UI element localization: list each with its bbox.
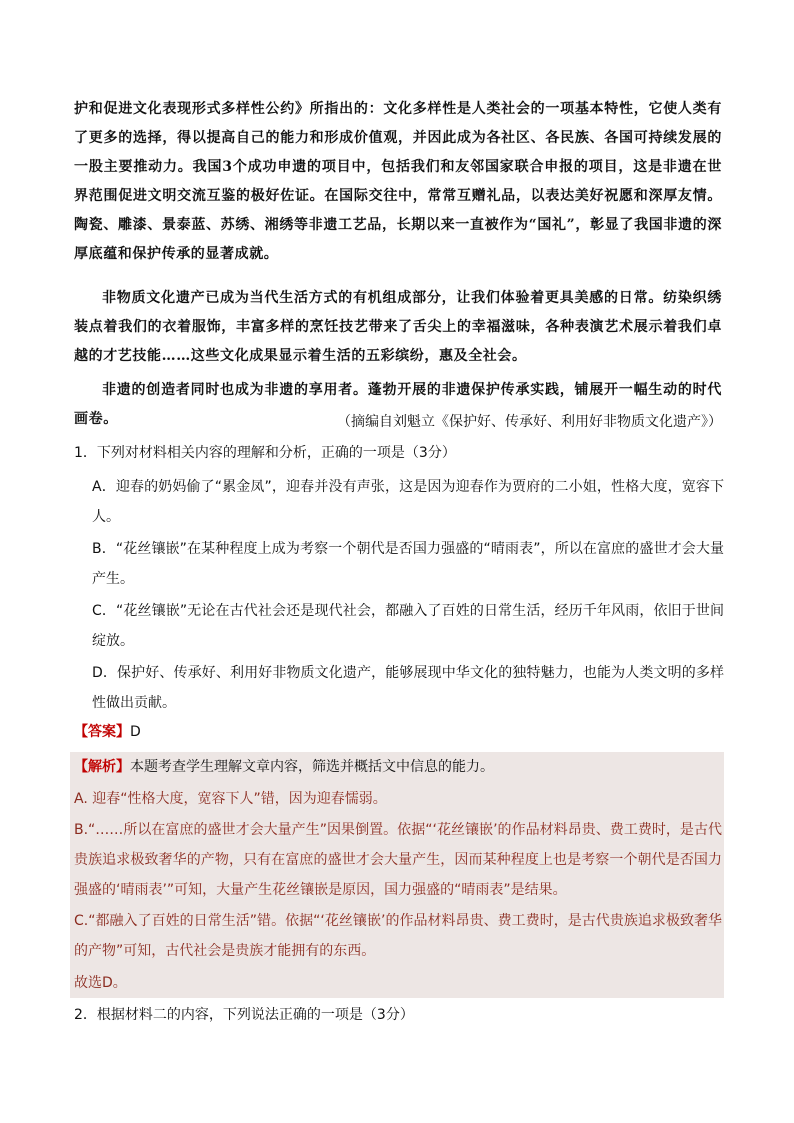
analysis-conclusion: 故选D。 xyxy=(74,975,127,991)
answer-value: D xyxy=(130,724,141,740)
analysis-option-c: C.“都融入了百姓的日常生活”错。依据“‘花丝镶嵌’的作品材料昂贵、费工费时，是古代贵族追求极致奢华的产物”可知，古代社会是贵族才能拥有的东西。 xyxy=(74,913,722,959)
analysis-option-b: B.“……所以在富庶的盛世才会大量产生”因果倒置。依据“‘花丝镶嵌’的作品材料昂贵、费工费时，是古代贵族追求极致奢华的产物，只有在富庶的盛世才会大量产生，因而某种程度上也是考察一个朝代是否国力强盛的‘晴雨表’”可知，大量产生花丝镶嵌是原因，国力强盛的“晴雨表”是结果。 xyxy=(74,822,722,898)
passage-paragraph-1: 护和促进文化表现形式多样性公约》所指出的：文化多样性是人类社会的一项基本特性，它使人类有了更多的选择，得以提高自己的能力和形成价值观，并因此成为各社区、各民族、各国可持续发展的一股主要推动力。我国3个成功申遗的项目中，包括我们和友邻国家联合申报的项目，这是非遗在世界范围促进文明交流互鉴的极好佐证。在国际交往中，常常互赠礼品，以表达美好祝愿和深厚友情。陶瓷、雕漆、景泰蓝、苏绣、湘绣等非遗工艺品，长期以来一直被作为“国礼”，彰显了我国非遗的深厚底蕴和保护传承的显著成就。 xyxy=(74,101,722,262)
question-1-option-c: C．“花丝镶嵌”无论在古代社会还是现代社会，都融入了百姓的日常生活，经历千年风雨，依旧于世间绽放。 xyxy=(92,603,724,649)
question-2-stem: 2．根据材料二的内容，下列说法正确的一项是（3分） xyxy=(74,1007,414,1023)
analysis-intro: 本题考查学生理解文章内容，筛选并概括文中信息的能力。 xyxy=(130,759,494,775)
passage-paragraph-2: 非物质文化遗产已成为当代生活方式的有机组成部分，让我们体验着更具美感的日常。纺染织绣装点着我们的衣着服饰，丰富多样的烹饪技艺带来了舌尖上的幸福滋味，各种表演艺术展示着我们卓越的才艺技能……这些文化成果显示着生活的五彩缤纷，惠及全社会。 xyxy=(74,290,722,364)
passage-source: （摘编自刘魁立《保护好、传承好、利用好非物质文化遗产》） xyxy=(337,414,722,430)
answer-line xyxy=(74,720,141,744)
analysis-option-a: A. 迎春“性格大度，宽容下人”错，因为迎春懦弱。 xyxy=(74,791,387,807)
passage-paragraph-3: 非遗的创造者同时也成为非遗的享用者。蓬勃开展的非遗保护传承实践，铺展开一幅生动的时代画卷。 xyxy=(74,382,722,427)
question-1-option-b: B．“花丝镶嵌”在某种程度上成为考察一个朝代是否国力强盛的“晴雨表”，所以在富庶的盛世才会大量产生。 xyxy=(92,541,724,587)
question-1-stem: 1．下列对材料相关内容的理解和分析，正确的一项是（3分） xyxy=(74,445,456,461)
question-1-option-d: D．保护好、传承好、利用好非物质文化遗产，能够展现中华文化的独特魅力，也能为人类文明的多样性做出贡献。 xyxy=(92,665,724,711)
question-1-option-a: A．迎春的奶妈偷了“累金凤”，迎春并没有声张，这是因为迎春作为贾府的二小姐，性格大度，宽容下人。 xyxy=(92,479,724,525)
answer-tag: 【答案】 xyxy=(74,724,130,740)
analysis-tag: 【解析】 xyxy=(74,759,130,775)
analysis-intro-line xyxy=(74,752,722,782)
